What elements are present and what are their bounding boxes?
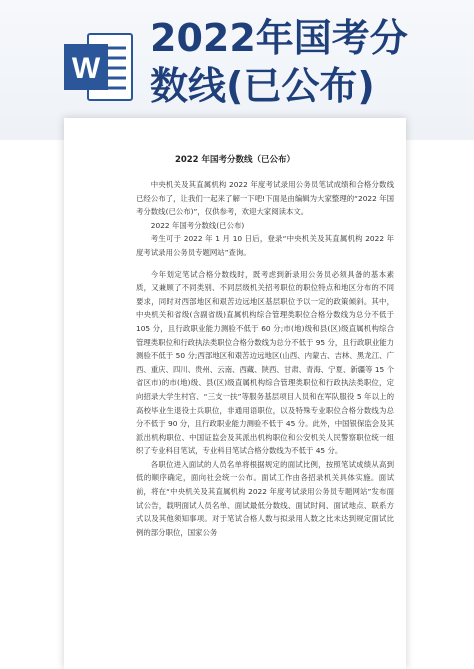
page-title-line-1: 2022年国考分 [150,16,408,60]
paragraph: 考生可于 2022 年 1 月 10 日后，登录“中央机关及其直属机构 2022 年度考试录用公务员专题网站”查询。 [136,234,394,257]
paragraph: 各职位进入面试的人员名单将根据规定的面试比例，按照笔试成绩从高到低的顺序确定，面向社会统一公布。面试工作由各招录机关具体实施。面试前，将在“中央机关及其直属机构 2022 年度考试录用公务员专题网站”发布面试公告，载明面试人员名单、面试最低分数线、面试时间、面试地点、联系方式以及其他须知事项。对于笔试合格人数与拟录用人数之比未达到规定面试比例的部分职位，国家公务 [136,459,394,537]
page-title [150,14,470,110]
svg-text:W: W [71,52,101,85]
page-title-line-2: 数线(已公布) [150,64,375,108]
document-page [64,118,406,669]
paragraph: 2022 年国考分数线(已公布) [150,220,245,230]
document-body [136,178,394,539]
word-document-icon [62,30,136,104]
paragraph: 今年划定笔试合格分数线时，既考虑到新录用公务员必须具备的基本素质，又兼顾了不同类别、不同层级机关招考职位的职位特点和地区分布的不同要求，同时对西部地区和艰苦边远地区基层职位予以一定的政策倾斜。其中，中央机关和省级(含副省级)直属机构综合管理类职位合格分数线为总分不低于 105 分，且行政职业能力测验不低于 60 分;市(地)级和县(区)级直属机构综合管理类职位和行政执法类职位合格分数线为总分不低于 95 分，且行政职业能力测验不低于 50 分;西部地区和艰苦边远地区(山西、内蒙古、吉林、黑龙江、广西、重庆、四川、贵州、云南、西藏、陕西、甘肃、青海、宁夏、新疆等 15 个省区市)的市(地)级、县(区)级直属机构综合管理类职位和行政执法类职位，定向招录大学生村官、“三支一扶”等服务基层项目人员和在军队服役 5 年以上的高校毕业生退役士兵职位，非通用语职位，以及特殊专业职位合格分数线为总分不低于 90 分，且行政职业能力测验不低于 45 分。此外，中国银保监会及其派出机构职位、中国证监会及其派出机构职位和公安机关人民警察职位统一组织了专业科目笔试，专业科目笔试合格分数线为不低于 45 分。 [136,269,394,456]
document-title: 2022 年国考分数线（已公布） [174,155,296,165]
paragraph: 中央机关及其直属机构 2022 年度考试录用公务员笔试成绩和合格分数线已经公布了，让我们一起来了解一下吧!下面是由编辑为大家整理的“2022 年国考分数线(已公布)”，仅供参考，欢迎大家阅读本文。 [136,180,394,217]
